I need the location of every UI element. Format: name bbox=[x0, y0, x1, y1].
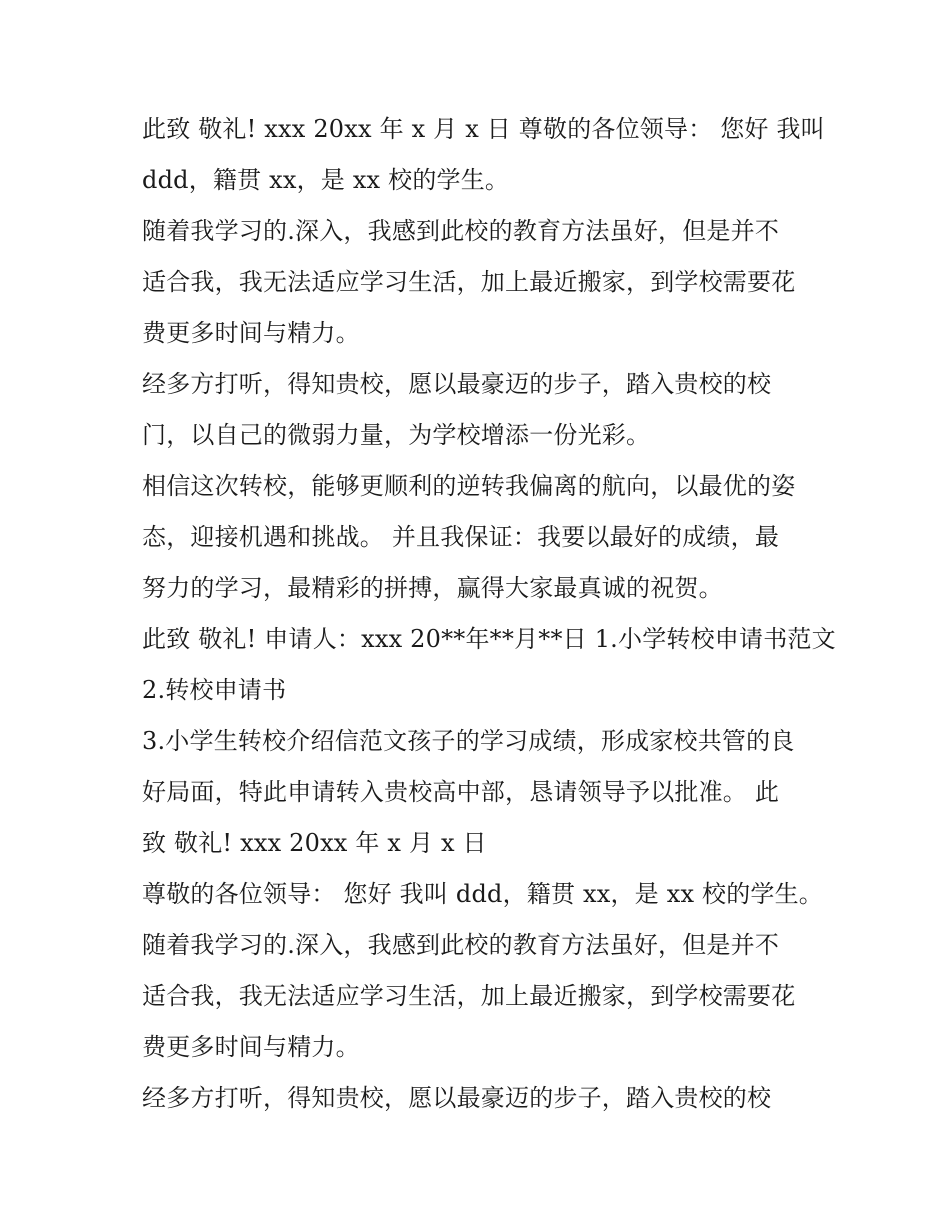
text-line: 经多方打听，得知贵校，愿以最豪迈的步子，踏入贵校的校 bbox=[142, 370, 772, 398]
text-line: 2.转校申请书 bbox=[142, 676, 287, 704]
text-line: 此致 敬礼! 申请人：xxx 20**年**月**日 1.小学转校申请书范文 bbox=[142, 625, 836, 653]
text-line: 适合我，我无法适应学习生活，加上最近搬家，到学校需要花 bbox=[142, 268, 796, 296]
text-line: 门，以自己的微弱力量，为学校增添一份光彩。 bbox=[142, 421, 651, 449]
text-line: 经多方打听，得知贵校，愿以最豪迈的步子，踏入贵校的校 bbox=[142, 1084, 772, 1112]
text-line: 好局面，特此申请转入贵校高中部，恳请领导予以批准。 此 bbox=[142, 778, 780, 806]
text-line: 此致 敬礼! xxx 20xx 年 x 月 x 日 尊敬的各位领导： 您好 我叫 bbox=[142, 115, 825, 143]
text-line: 随着我学习的.深入，我感到此校的教育方法虽好，但是并不 bbox=[142, 217, 780, 245]
text-line: 努力的学习，最精彩的拼搏，赢得大家最真诚的祝贺。 bbox=[142, 574, 723, 602]
text-line: 相信这次转校，能够更顺利的逆转我偏离的航向，以最优的姿 bbox=[142, 472, 796, 500]
text-line: 3.小学生转校介绍信范文孩子的学习成绩，形成家校共管的良 bbox=[142, 727, 795, 755]
text-line: 随着我学习的.深入，我感到此校的教育方法虽好，但是并不 bbox=[142, 931, 780, 959]
text-line: 适合我，我无法适应学习生活，加上最近搬家，到学校需要花 bbox=[142, 982, 796, 1010]
text-line: ddd，籍贯 xx，是 xx 校的学生。 bbox=[142, 166, 510, 194]
text-line: 费更多时间与精力。 bbox=[142, 319, 360, 347]
text-line: 态，迎接机遇和挑战。 并且我保证：我要以最好的成绩，最 bbox=[142, 523, 780, 551]
text-line: 尊敬的各位领导： 您好 我叫 ddd，籍贯 xx，是 xx 校的学生。 bbox=[142, 880, 824, 908]
text-line: 致 敬礼! xxx 20xx 年 x 月 x 日 bbox=[142, 829, 487, 857]
text-line: 费更多时间与精力。 bbox=[142, 1033, 360, 1061]
document-body bbox=[142, 104, 836, 1124]
